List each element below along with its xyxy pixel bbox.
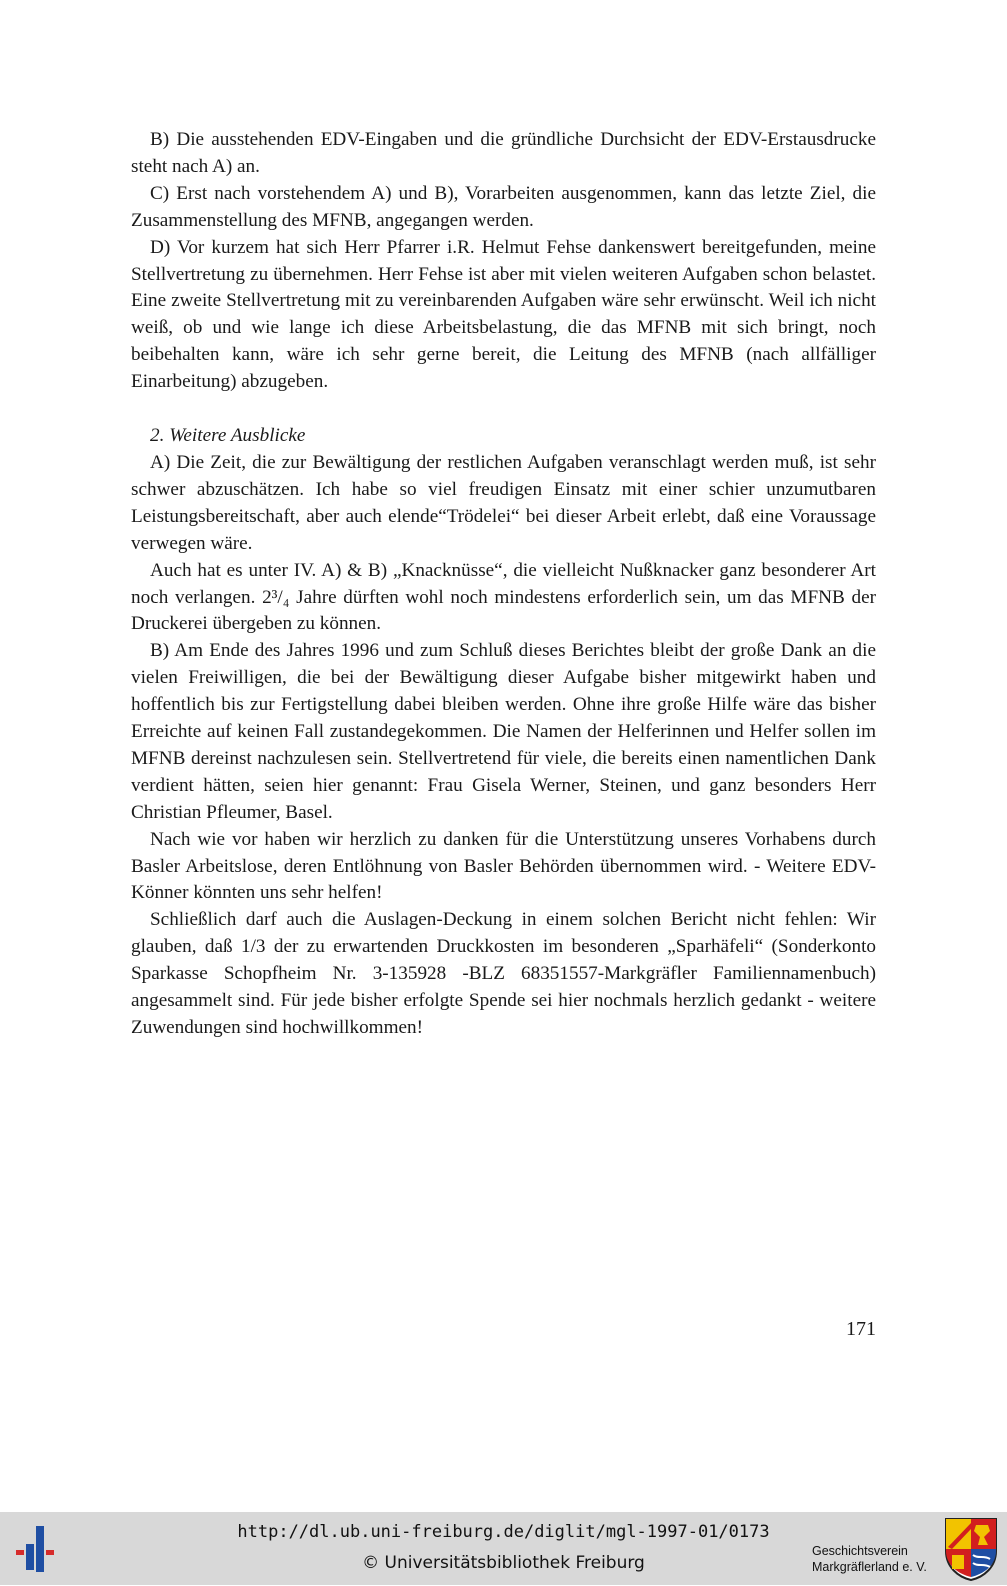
paragraph: B) Am Ende des Jahres 1996 und zum Schluß dieses Berichtes bleibt der große Dank an die vielen Freiwilligen, die bei der Bewältigung dieser Aufgabe bisher mitgewirkt haben und hoffentlich bis zur Fertigstellung dabei bleiben werden. Ohne ihre große Hilfe wäre das bisher Erreichte auf keinen Fall zustandegekommen. Die Namen der Helferinnen und Helfer sollen im MFNB dereinst nachzulesen sein. Stellvertretend für viele, die bereits einen namentlichen Dank verdient hätten, seien hier genannt: Frau Gisela Werner, Steinen, und ganz besonders Herr Christian Pfleumer, Basel. [131, 640, 876, 823]
paragraph: Schließlich darf auch die Auslagen-Deckung in einem solchen Bericht nicht fehlen: Wir glauben, daß 1/3 der zu erwartenden Druckkosten im besonderen „Sparhäfeli“ (Sonderkonto Sparkasse Schopfheim Nr. 3-135928 -BLZ 68351557-Markgräfler Familiennamenbuch) angesammelt sind. Für jede bisher erfolgte Spende sei hier nochmals herzlich gedankt - weitere Zuwendungen sind hochwillkommen! [131, 909, 876, 1038]
paragraph: B) Die ausstehenden EDV-Eingaben und die gründliche Durchsicht der EDV-Erstausdrucke steht nach A) an. [131, 129, 876, 177]
footer-copyright: © Universitätsbibliothek Freiburg [362, 1553, 645, 1573]
paragraph: A) Die Zeit, die zur Bewältigung der restlichen Aufgaben veranschlagt werden muß, ist sehr schwer abzuschätzen. Ich habe so viel freudigen Einsatz mit einer schier unzumutbaren Leistungsbereitschaft, aber auch elende“Trödelei“ bei dieser Arbeit erlebt, daß eine Voraussage verwegen wäre. [131, 451, 876, 554]
heraldic-crest-icon[interactable] [944, 1517, 998, 1581]
paragraph: C) Erst nach vorstehendem A) und B), Vorarbeiten ausgenommen, kann das letzte Ziel, die Zusammenstellung des MFNB, angegangen werden. [131, 182, 876, 231]
page-number: 171 [846, 1318, 876, 1340]
footer-url-link[interactable]: http://dl.ub.uni-freiburg.de/diglit/mgl-1997-01/0173 [237, 1522, 770, 1542]
org-line-2: Markgräflerland e. V. [812, 1560, 927, 1574]
section-heading: 2. Weitere Ausblicke [150, 425, 306, 447]
footer-organization [812, 1543, 942, 1575]
footer-bar [0, 1512, 1007, 1585]
document-body [131, 127, 876, 1042]
org-line-1: Geschichtsverein [812, 1544, 908, 1558]
paragraph: Auch hat es unter IV. A) & B) „Knacknüsse“, die vielleicht Nußknacker ganz besonderer Art noch verlangen. 2³/₄ Jahre dürften wohl noch mindestens erforderlich sein, um das MFNB der Druckerei übergeben zu können. [131, 559, 876, 635]
paragraph: Nach wie vor haben wir herzlich zu danken für die Unterstützung unseres Vorhabens durch Basler Arbeitslose, deren Entlöhnung von Basler Behörden übernommen wird. - Weitere EDV-Könner könnten uns sehr helfen! [131, 828, 876, 904]
paragraph: D) Vor kurzem hat sich Herr Pfarrer i.R. Helmut Fehse dankenswert bereitgefunden, meine Stellvertretung zu übernehmen. Herr Fehse ist aber mit vielen weiteren Aufgaben schon belastet. Eine zweite Stellvertretung mit zu vereinbarenden Aufgaben wäre sehr erwünscht. Weil ich nicht weiß, ob und wie lange ich diese Arbeitsbelastung, die das MFNB mit sich bringt, noch beibehalten kann, wäre ich sehr gerne bereit, die Leitung des MFNB (nach allfälliger Einarbeitung) abzugeben. [131, 236, 876, 393]
